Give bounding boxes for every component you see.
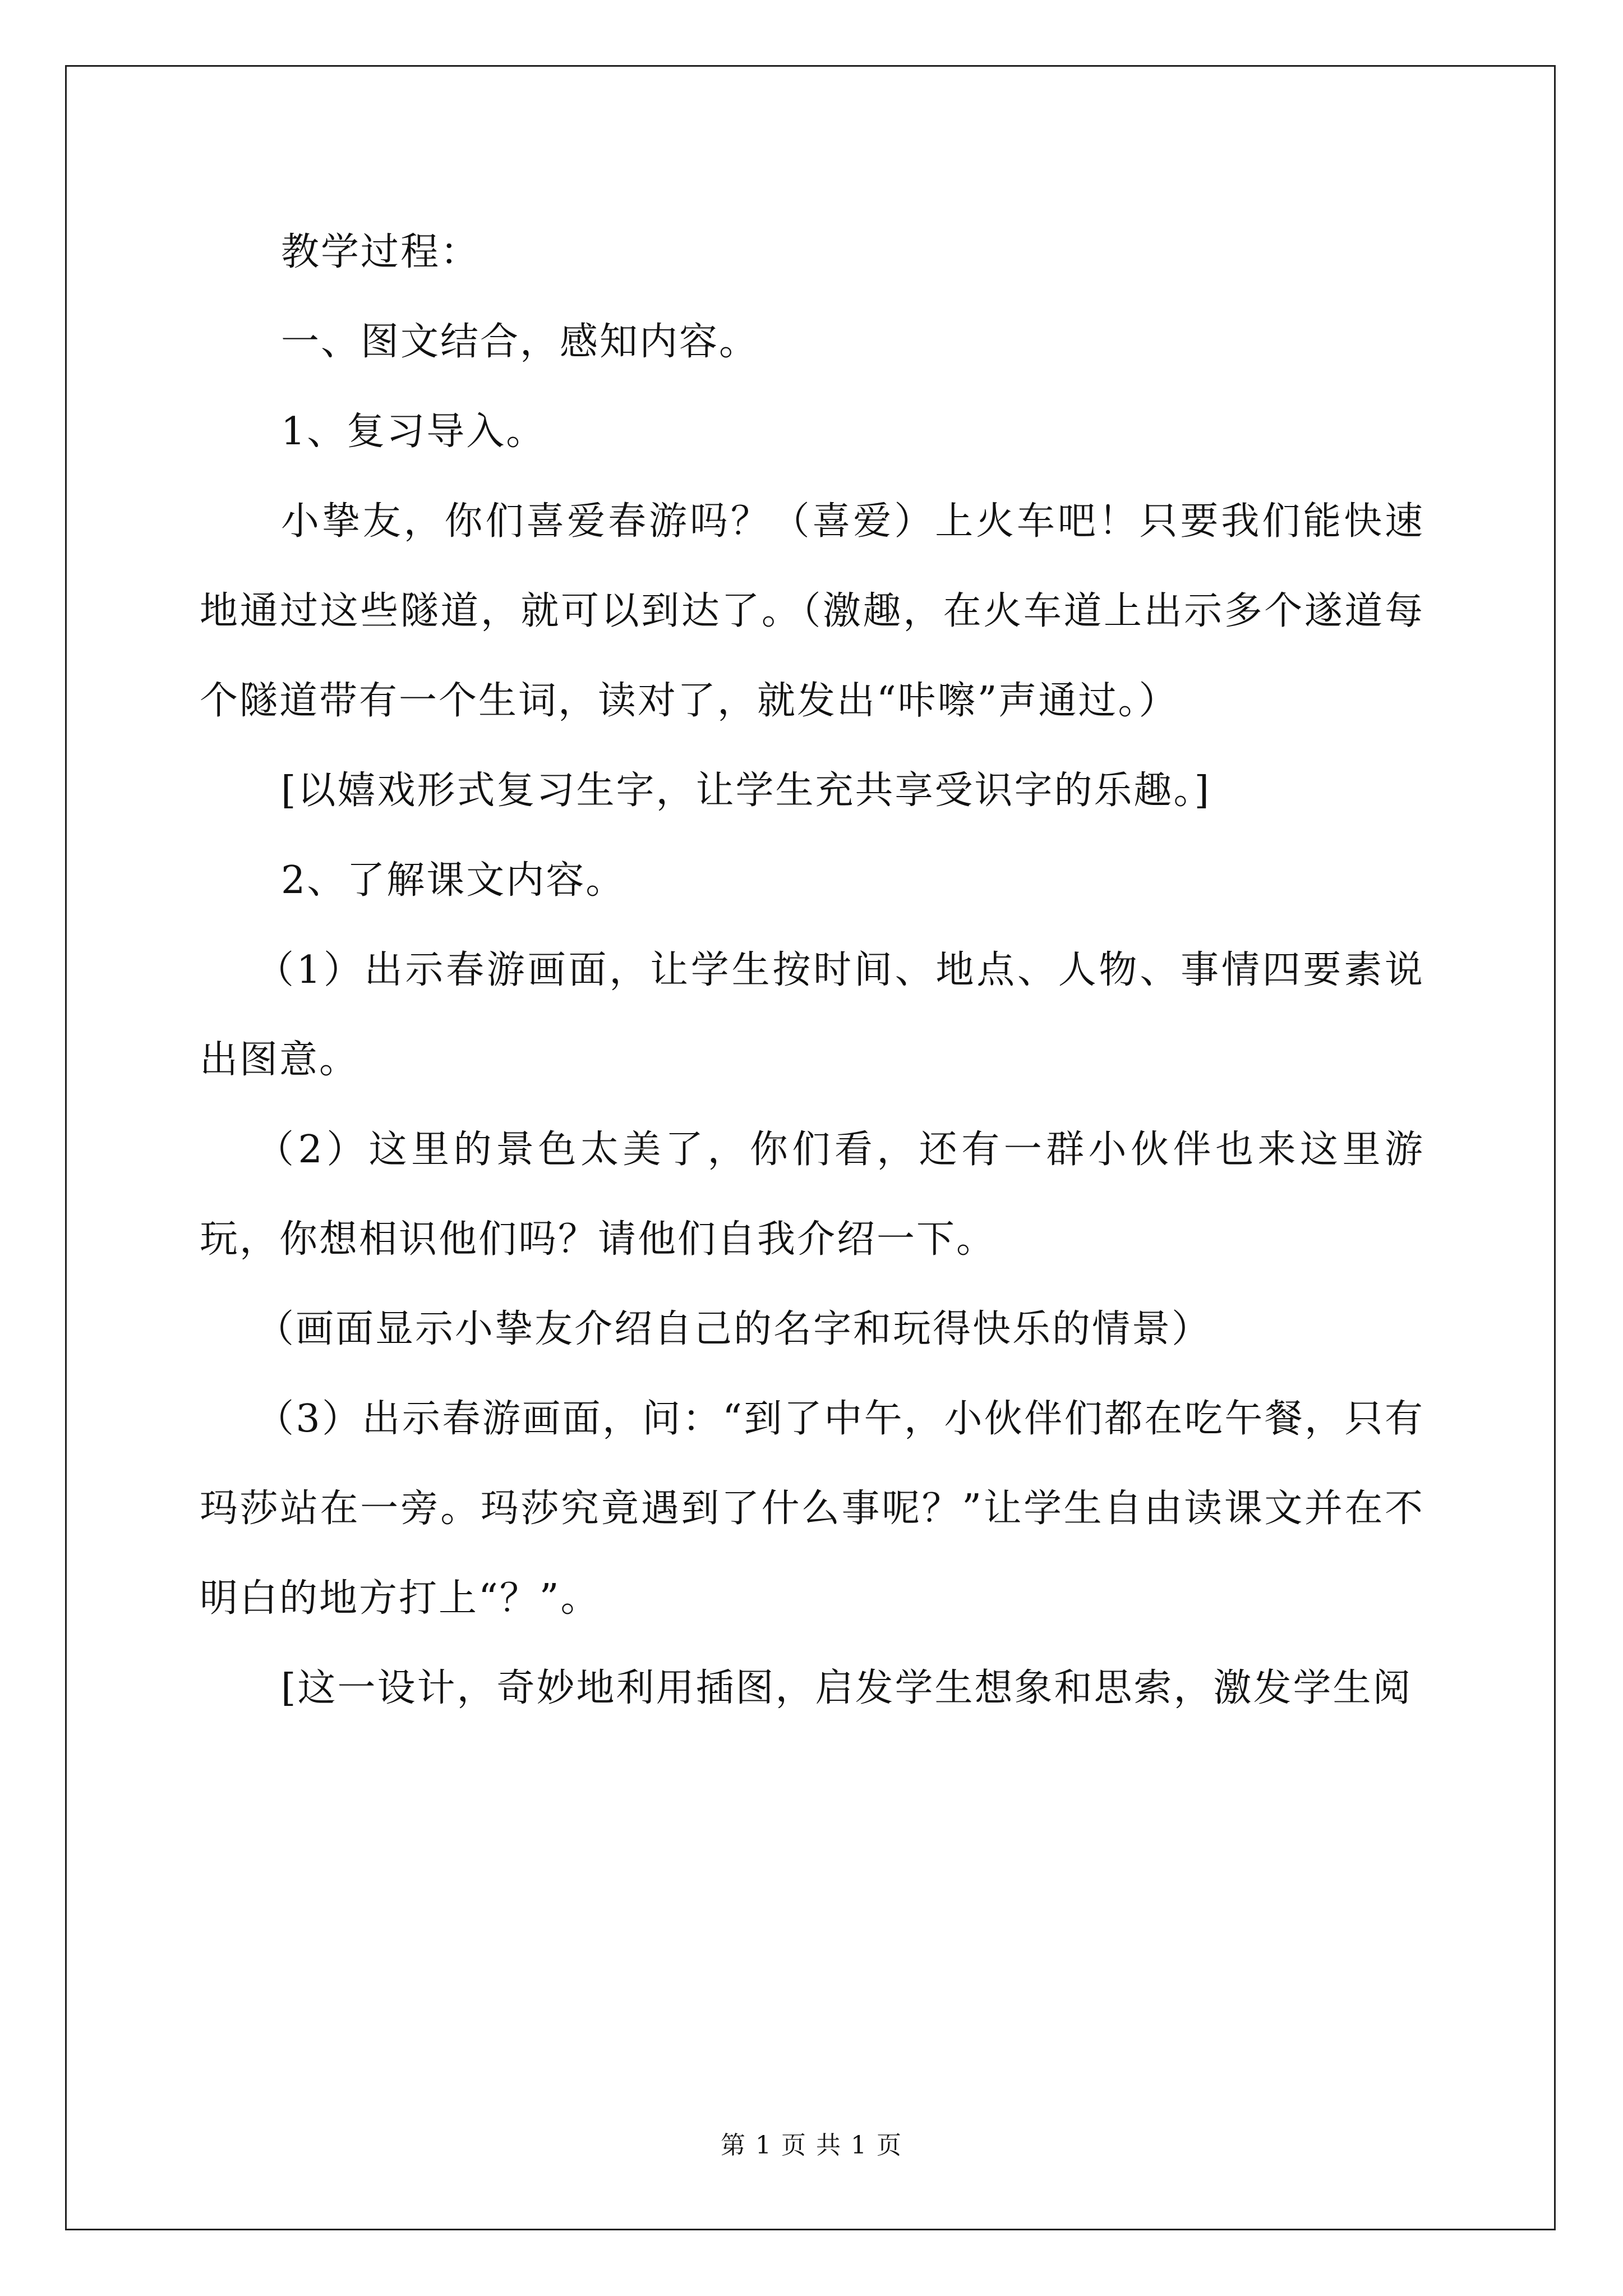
section-heading-1: 一、图文结合，感知内容。	[281, 320, 759, 364]
page-footer: 第 1 页 共 1 页	[721, 2131, 902, 2160]
paragraph-item-1: （1）出示春游画面，让学生按时间、地点、人物、事情四要素说出图意。	[200, 948, 1424, 1082]
paragraph-note-game: [以嬉戏形式复习生字，让学生充共享受识字的乐趣。]	[281, 769, 1211, 813]
paragraph-item-2-note: （画面显示小挚友介绍自己的名字和玩得快乐的情景）	[256, 1307, 1212, 1351]
document-body	[200, 208, 1424, 1733]
step-heading-review: 1、复习导入。	[281, 409, 546, 454]
paragraph-item-2: （2）这里的景色太美了，你们看，还有一群小伙伴也来这里游玩，你想相识他们吗？请他们自我介绍一下。	[200, 1128, 1424, 1262]
step-heading-understand: 2、了解课文内容。	[281, 858, 626, 903]
heading-teaching-process: 教学过程：	[281, 230, 481, 274]
paragraph-intro: 小挚友，你们喜爱春游吗？（喜爱）上火车吧！只要我们能快速地通过这些隧道，就可以到达了。（激趣，在火车道上出示多个遂道每个隧道带有一个生词，读对了，就发出“咔嚓”声通过。）	[200, 499, 1424, 723]
paragraph-item-3: （3）出示春游画面，问：“到了中午，小伙伴们都在吃午餐，只有玛莎站在一旁。玛莎究竟遇到了什么事呢？”让学生自由读课文并在不明白的地方打上“？”。	[200, 1397, 1424, 1621]
paragraph-note-design: [这一设计，奇妙地利用插图，启发学生想象和思索，激发学生阅	[281, 1666, 1413, 1710]
